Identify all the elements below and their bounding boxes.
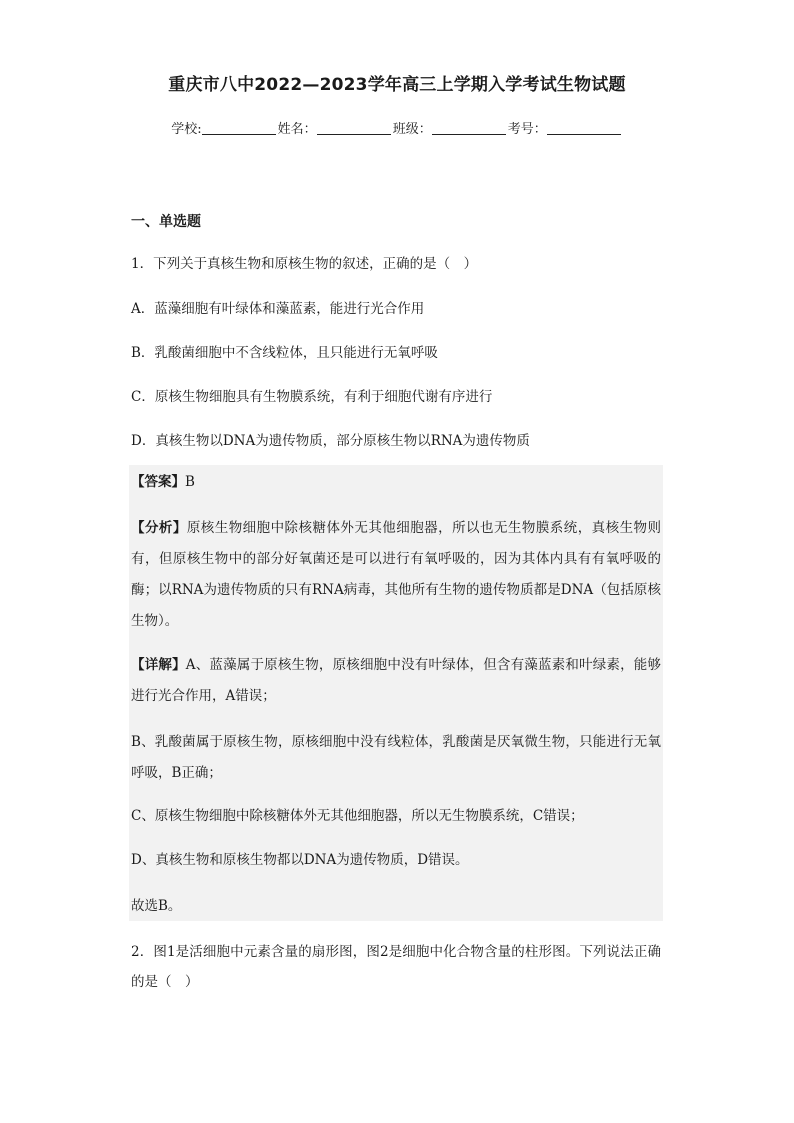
detail-label: 【详解】 [131, 657, 186, 673]
school-label: 学校: [171, 122, 202, 137]
number-blank[interactable] [547, 120, 621, 135]
student-info-line [0, 118, 794, 137]
question-1-option-d: D．真核生物以DNA为遗传物质，部分原核生物以RNA为遗传物质 [131, 433, 530, 449]
school-blank[interactable] [202, 120, 276, 135]
question-1-option-b: B．乳酸菌细胞中不含线粒体，且只能进行无氧呼吸 [131, 345, 438, 361]
name-label: 姓名： [277, 122, 317, 137]
answer-value: B [185, 474, 195, 490]
section-heading: 一、单选题 [131, 214, 201, 230]
analysis-text: 原核生物细胞中除核糖体外无其他细胞器，所以也无生物膜系统，真核生物则有，但原核生物中的部分好氧菌还是可以进行有氧呼吸的，因为其体内具有有氧呼吸的酶；以RNA为遗传物质的只有RNA病毒，其他所有生物的遗传物质都是DNA（包括原核生物）。 [131, 520, 662, 629]
number-label: 考号： [507, 122, 547, 137]
question-1-stem: 1．下列关于真核生物和原核生物的叙述，正确的是（ ） [131, 256, 478, 272]
detail-a-text: A、蓝藻属于原核生物，原核细胞中没有叶绿体，但含有藻蓝素和叶绿素，能够进行光合作用，A错误； [131, 657, 662, 704]
question-1-option-a: A．蓝藻细胞有叶绿体和藻蓝素，能进行光合作用 [131, 301, 425, 317]
page-title: 重庆市八中2022—2023学年高三上学期入学考试生物试题 [168, 75, 626, 95]
class-blank[interactable] [432, 120, 506, 135]
name-blank[interactable] [317, 120, 391, 135]
detail-paragraph-d: D、真核生物和原核生物都以DNA为遗传物质，D错误。 [131, 852, 469, 868]
detail-paragraph-c: C、原核生物细胞中除核糖体外无其他细胞器，所以无生物膜系统，C错误； [131, 808, 584, 824]
answer-line [131, 467, 661, 498]
class-label: 班级： [392, 122, 432, 137]
detail-paragraph-a [131, 650, 661, 712]
analysis-label: 【分析】 [131, 520, 187, 536]
question-2-stem: 2．图1是活细胞中元素含量的扇形图，图2是细胞中化合物含量的柱形图。下列说法正确的是（ ） [131, 944, 661, 990]
analysis-paragraph [131, 513, 661, 637]
conclusion-line: 故选B。 [131, 898, 182, 914]
question-1-option-c: C．原核生物细胞具有生物膜系统，有利于细胞代谢有序进行 [131, 389, 493, 405]
answer-label: 【答案】 [131, 474, 185, 490]
detail-paragraph-b: B、乳酸菌属于原核生物，原核细胞中没有线粒体，乳酸菌是厌氧微生物，只能进行无氧呼吸，B正确； [131, 734, 661, 781]
